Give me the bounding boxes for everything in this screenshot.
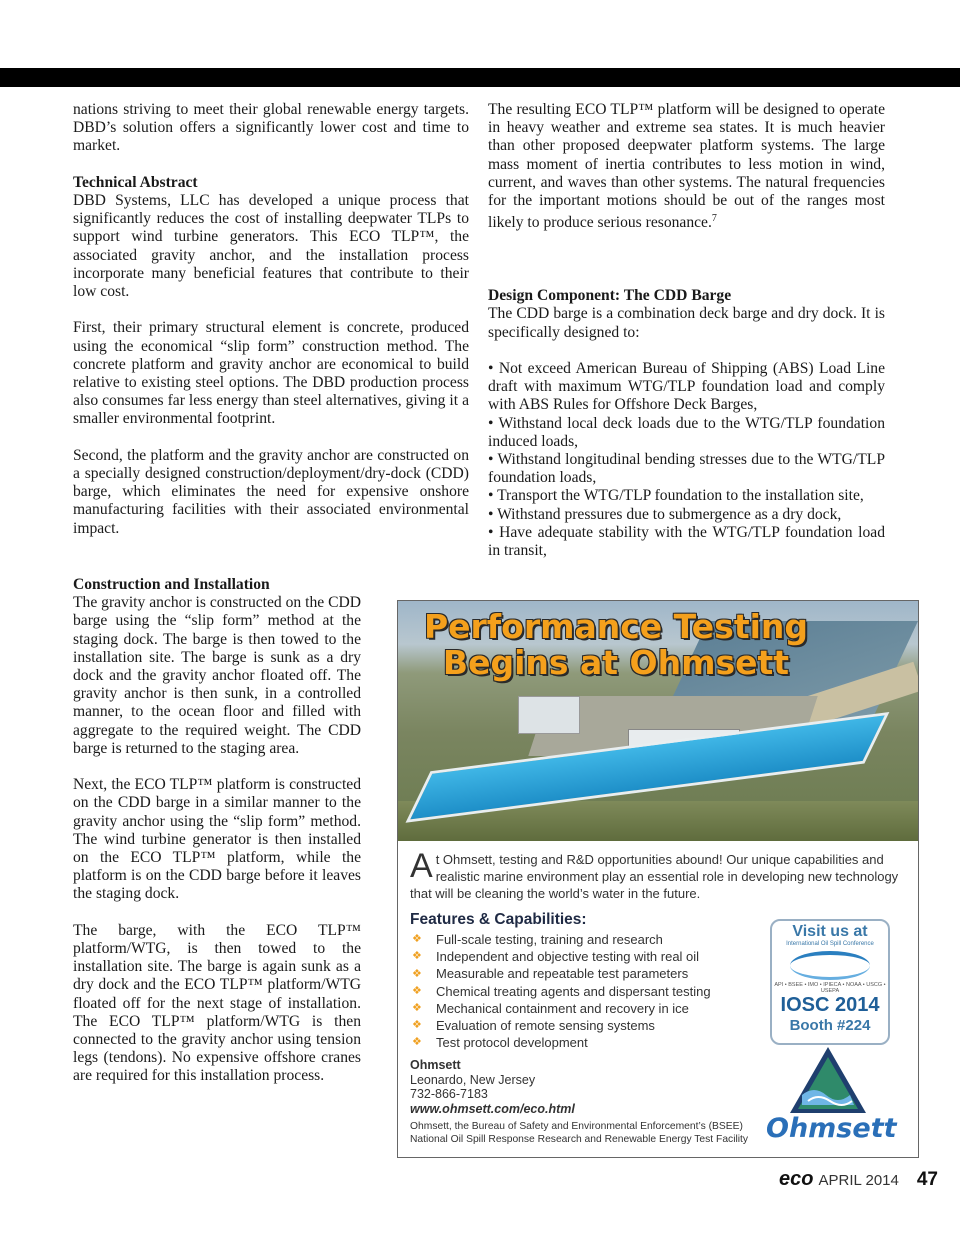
feature-label: Measurable and repeatable test parameters: [436, 966, 689, 982]
feature-item: [410, 965, 711, 982]
feature-item: [410, 1017, 711, 1034]
paragraph: nations striving to meet their global renewable energy targets. DBD’s solution offers a significantly lower cost and time to market.: [73, 101, 469, 155]
intro-body: t Ohmsett, testing and R&D opportunities abound! Our unique capabilities and realistic marine environment play an essential role in developing new technology that will be cleaning the world’s water in the future.: [410, 852, 899, 901]
visit-heading: Visit us at: [792, 923, 868, 940]
ad-headline: [406, 609, 826, 681]
feature-label: Test protocol development: [436, 1035, 588, 1051]
ohmsett-advertisement[interactable]: [397, 600, 919, 1158]
diamond-bullet-icon: ❖: [412, 1019, 422, 1032]
magazine-name: eco: [779, 1168, 814, 1190]
feature-item: [410, 948, 711, 965]
spacer: [488, 251, 885, 269]
paragraph: First, their primary structural element is concrete, produced using the economical “slip form” construction method. The concrete platform and gravity anchor are economical to build relative to existing steel options. The DBD production process also consumes far less energy than steel alternatives, giving it a smaller environmental footprint.: [73, 319, 469, 428]
paragraph: The CDD barge is a combination deck barge and dry dock. It is specifically designed to:: [488, 305, 885, 341]
feature-label: Mechanical containment and recovery in ice: [436, 1000, 689, 1016]
contact-phone: 732-866-7183: [410, 1087, 488, 1102]
list-item: • Transport the WTG/TLP foundation to the installation site,: [488, 487, 864, 505]
contact-website-link[interactable]: www.ohmsett.com/eco.html: [410, 1101, 575, 1116]
diamond-bullet-icon: ❖: [412, 1001, 422, 1014]
diamond-bullet-icon: ❖: [412, 1036, 422, 1049]
ohmsett-wordmark: Ohmsett: [766, 1113, 897, 1144]
diamond-bullet-icon: ❖: [412, 950, 422, 963]
contact-name: Ohmsett: [410, 1058, 461, 1072]
ohmsett-triangle-logo-icon: [788, 1045, 868, 1115]
paragraph: The barge, with the ECO TLP™ platform/WTG, is then towed to the installation site. The barge is again sunk as a dry dock and the ECO TLP™ platform/WTG floated off for the next stage of installation. The ECO TLP™ platform/WTG is then connected to the gravity anchor using tension legs (tendons). No expensive offshore cranes are required for this installation process.: [73, 921, 361, 1085]
feature-item: [410, 931, 711, 948]
diamond-bullet-icon: ❖: [412, 933, 422, 946]
conference-name: International Oil Spill Conference: [786, 941, 874, 947]
feature-label: Chemical treating agents and dispersant testing: [436, 983, 711, 999]
diamond-bullet-icon: ❖: [412, 967, 422, 980]
contact-block: [410, 1058, 575, 1116]
feature-label: Independent and objective testing with real oil: [436, 949, 700, 965]
list-item: • Have adequate stability with the WTG/TLP foundation load in transit,: [488, 523, 885, 560]
section-heading-construction: Construction and Installation: [73, 576, 270, 593]
building: [518, 696, 580, 734]
section-heading-technical-abstract: Technical Abstract: [73, 173, 198, 191]
drop-cap: A: [410, 847, 433, 885]
page-number: 47: [916, 1169, 938, 1190]
list-item: • Withstand local deck loads due to the WTG/TLP foundation induced loads,: [488, 414, 885, 450]
right-column: [488, 101, 885, 560]
paragraph-text: The resulting ECO TLP™ platform will be designed to operate in heavy weather and extreme sea states. It is much heavier than other proposed deepwater platform systems. The large mass moment of inertia contributes to less motion in wind, current, and waves than other systems. The natural frequencies for the important motions should be out of the ranges most likely to produce serious resonance.: [488, 101, 885, 232]
list-item: • Withstand pressures due to submergence as a dry dock,: [488, 505, 842, 523]
ad-fineprint: Ohmsett, the Bureau of Safety and Environmental Enforcement’s (BSEE) National Oil Spill Response Research and Renewable Energy Test Facility: [410, 1121, 749, 1145]
booth-number: Booth #224: [789, 1017, 871, 1034]
feature-item: [410, 983, 711, 1000]
feature-label: Evaluation of remote sensing systems: [436, 1018, 655, 1034]
paragraph: Second, the platform and the gravity anchor are constructed on a specially designed construction/deployment/dry-dock (CDD) barge, which eliminates the need for expensive onshore manufacturing facilities with their associated environmental impact.: [73, 446, 469, 537]
paragraph: Next, the ECO TLP™ platform is constructed on the CDD barge in a similar manner to the gravity anchor using the “slip form” method. The wind turbine generator is then installed on the ECO TLP™ platform, while the platform is on the CDD barge before it leaves the staging dock.: [73, 776, 361, 903]
feature-item: [410, 1034, 711, 1051]
features-list: [410, 931, 711, 1051]
top-black-bar: [0, 68, 960, 87]
feature-label: Full-scale testing, training and research: [436, 932, 663, 947]
footnote-ref: 7: [711, 213, 717, 225]
ad-headline-line1: Performance Testing: [423, 607, 809, 646]
visit-us-badge: [770, 919, 890, 1045]
list-item: • Withstand longitudinal bending stresses due to the WTG/TLP foundation loads,: [488, 451, 885, 487]
features-title: Features & Capabilities:: [410, 911, 587, 928]
contact-location: Leonardo, New Jersey: [410, 1072, 536, 1087]
paragraph: The gravity anchor is constructed on the CDD barge using the “slip form” method at the staging dock. The barge is then towed to the installation site. The barge is sunk as a dry dock and the gravity anchor floated off. The gravity anchor is then sunk, in a controlled manner, to the ocean floor and filled with aggregate to the required weight. The CDD barge is returned to the staging area.: [73, 594, 361, 757]
feature-item: [410, 1000, 711, 1017]
ad-intro: [410, 847, 902, 902]
requirements-list: [488, 360, 885, 560]
list-item: • Not exceed American Bureau of Shipping (ABS) Load Line draft with maximum WTG/TLP foundation load and comply with ABS Rules for Offshore Deck Barges,: [488, 359, 885, 414]
ad-headline-line2: Begins at Ohmsett: [442, 643, 790, 682]
section-heading-design-component: Design Component: The CDD Barge: [488, 287, 732, 305]
issue-date: APRIL 2014: [818, 1172, 899, 1189]
aerial-photo: [398, 601, 918, 841]
sponsors: API • BSEE • IMO • IPIECA • NOAA • USCG • USEPA: [774, 982, 886, 994]
paragraph: DBD Systems, LLC has developed a unique process that significantly reduces the cost of installing deepwater TLPs to support wind turbine generators. This ECO TLP™, the associated gravity anchor, and the installation process incorporate many beneficial features that contribute to their low cost.: [73, 192, 469, 301]
paragraph: [488, 101, 885, 233]
page-footer: [779, 1168, 938, 1191]
diamond-bullet-icon: ❖: [412, 984, 422, 997]
conference-logo-icon: [790, 951, 870, 980]
left-column-narrow: [73, 576, 361, 1104]
intro-text: [410, 847, 902, 902]
left-column: [73, 101, 469, 556]
event-name: IOSC 2014: [780, 994, 880, 1016]
